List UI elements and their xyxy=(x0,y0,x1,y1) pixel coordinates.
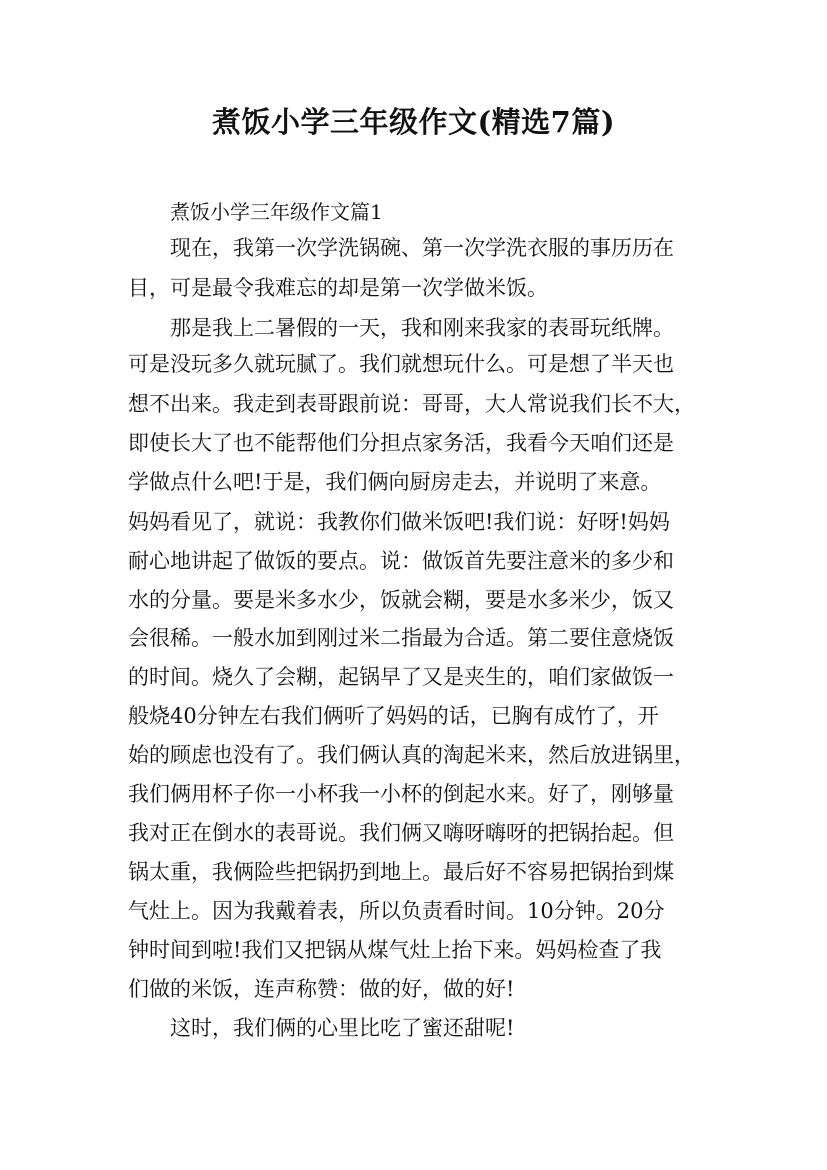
paragraph-line: 学做点什么吧!于是，我们俩向厨房走去，并说明了来意。 xyxy=(128,470,662,494)
paragraph-line: 水的分量。要是米多水少，饭就会糊，要是水多米少，饭又 xyxy=(128,588,674,612)
paragraph-line: 我对正在倒水的表哥说。我们俩又嗨呀嗨呀的把锅抬起。但 xyxy=(128,821,674,845)
paragraph-line: 耐心地讲起了做饭的要点。说：做饭首先要注意米的多少和 xyxy=(128,549,674,573)
paragraph-line: 们做的米饭，连声称赞：做的好，做的好! xyxy=(128,977,515,1001)
paragraph-line: 钟时间到啦!我们又把锅从煤气灶上抬下来。妈妈检查了我 xyxy=(128,938,662,962)
section-heading: 煮饭小学三年级作文篇1 xyxy=(170,200,383,224)
document-title: 煮饭小学三年级作文(精选7篇) xyxy=(211,105,616,139)
paragraph-line: 现在，我第一次学洗锅碗、第一次学洗衣服的事历历在 xyxy=(170,236,674,260)
paragraph-line: 这时，我们俩的心里比吃了蜜还甜呢! xyxy=(170,1016,515,1040)
paragraph-line: 气灶上。因为我戴着表，所以负责看时间。10分钟。20分 xyxy=(128,899,665,923)
paragraph-line: 的时间。烧久了会糊，起锅早了又是夹生的，咱们家做饭一 xyxy=(128,665,674,689)
paragraph-line: 可是没玩多久就玩腻了。我们就想玩什么。可是想了半天也 xyxy=(128,352,674,376)
paragraph-line: 锅太重，我俩险些把锅扔到地上。最后好不容易把锅抬到煤 xyxy=(128,860,674,884)
paragraph-line: 始的顾虑也没有了。我们俩认真的淘起米来，然后放进锅里， xyxy=(128,743,695,767)
paragraph-line: 会很稀。一般水加到刚过米二指最为合适。第二要住意烧饭 xyxy=(128,626,674,650)
paragraph-line: 即使长大了也不能帮他们分担点家务活，我看今天咱们还是 xyxy=(128,431,674,455)
paragraph-line: 想不出来。我走到表哥跟前说：哥哥，大人常说我们长不大， xyxy=(128,392,695,416)
paragraph-line: 目，可是最令我难忘的却是第一次学做米饭。 xyxy=(128,276,548,300)
paragraph-line: 般烧40分钟左右我们俩听了妈妈的话，已胸有成竹了，开 xyxy=(128,704,659,728)
paragraph-line: 妈妈看见了，就说：我教你们做米饭吧!我们说：好呀!妈妈 xyxy=(128,510,670,534)
paragraph-line: 那是我上二暑假的一天，我和刚来我家的表哥玩纸牌。 xyxy=(170,316,674,340)
paragraph-line: 我们俩用杯子你一小杯我一小杯的倒起水来。好了，刚够量 xyxy=(128,782,674,806)
